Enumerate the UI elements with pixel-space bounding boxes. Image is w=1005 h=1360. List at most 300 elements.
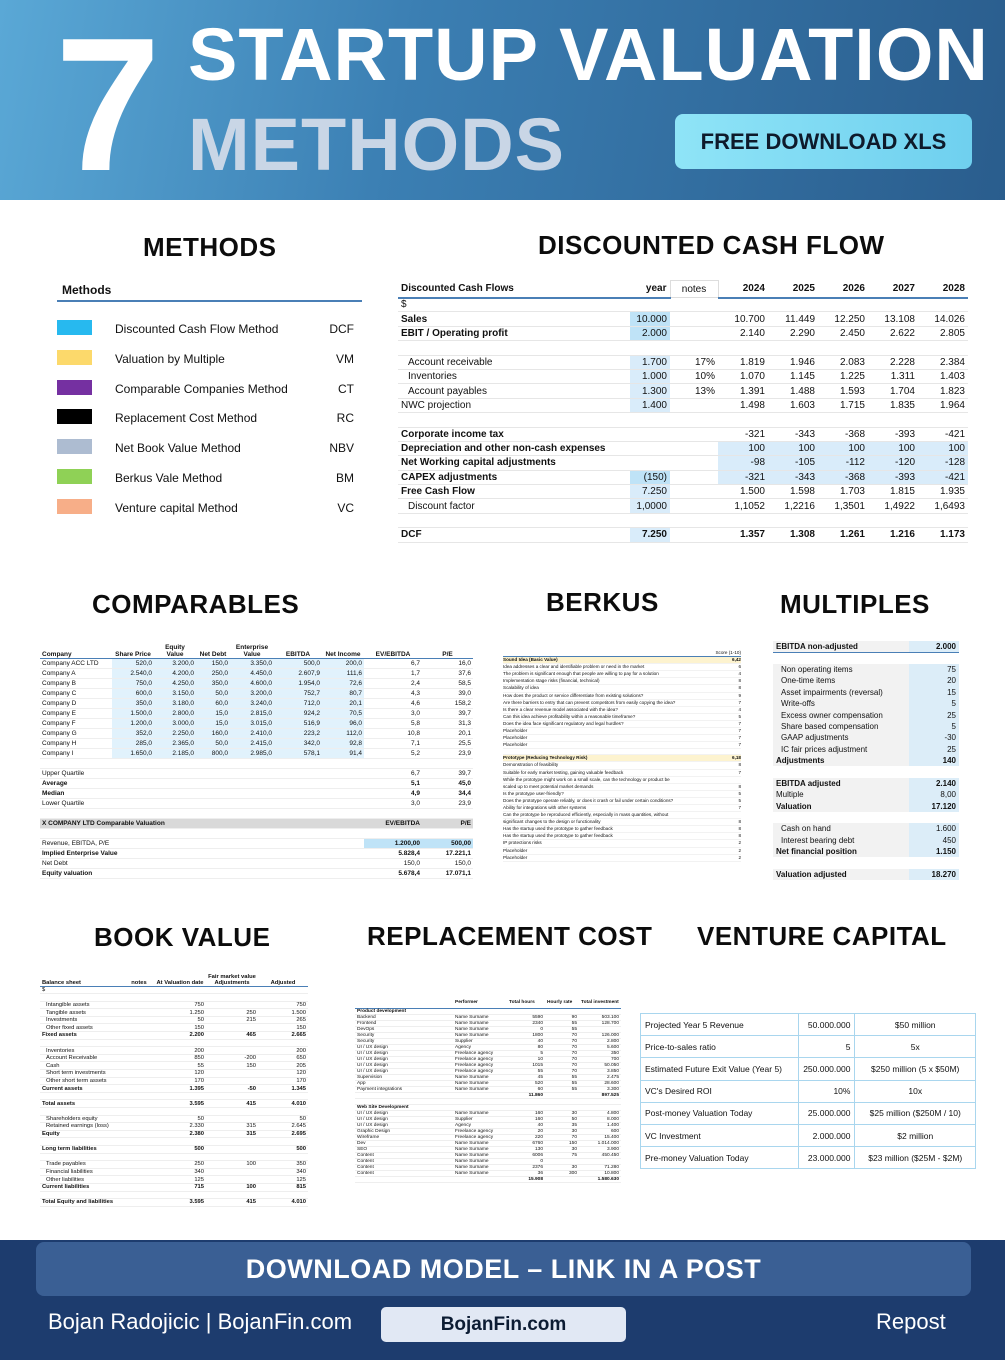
multiples-row [773, 800, 959, 811]
stat-ev-ebitda: 6,7 [364, 768, 422, 778]
comparables-cell: 285,0 [112, 738, 154, 748]
free-download-button[interactable]: FREE DOWNLOAD XLS [675, 114, 972, 169]
replacement-cost-cell: 2376 [507, 1164, 545, 1170]
comparables-cell: 31,3 [422, 718, 473, 728]
multiples-row [773, 652, 959, 663]
berkus-row [503, 833, 741, 840]
berkus-score: 7 [738, 742, 741, 748]
multiples-label [773, 652, 909, 663]
book-value-cell [206, 1115, 258, 1123]
vc-value: 5 [799, 1036, 855, 1058]
book-value-cell [124, 1009, 154, 1017]
comparables-row [40, 738, 473, 748]
replacement-cost-cell: Graphic Design [355, 1128, 453, 1134]
comparables-row [40, 678, 473, 688]
dcf-cell: -393 [868, 470, 918, 484]
berkus-row [503, 798, 741, 805]
comparables-cell: 1,7 [364, 668, 422, 678]
book-value-row [40, 1001, 308, 1009]
dcf-cell [918, 298, 968, 312]
dcf-cell: (150) [630, 470, 670, 484]
book-value-cell [40, 1092, 124, 1100]
multiples-row [773, 721, 959, 732]
multiples-row [773, 812, 959, 823]
comparables-cell: 1.954,0 [274, 678, 322, 688]
book-value-cell [154, 1108, 206, 1116]
comparables-header-cell: EV/EBITDA [364, 638, 422, 658]
replacement-cost-cell: Agency [453, 1122, 507, 1128]
berkus-row [503, 714, 741, 721]
dcf-cell: 10% [670, 369, 718, 383]
book-value-cell [40, 1039, 124, 1047]
comparables-title: COMPARABLES [92, 589, 300, 619]
comparables-cell: 111,6 [322, 668, 364, 678]
replacement-cost-cell: UI / UX design [355, 1056, 453, 1062]
comparables-cell: 15,0 [196, 708, 230, 718]
book-value-cell: Account Receivable [40, 1054, 124, 1062]
replacement-cost-cell: Dev [355, 1140, 453, 1146]
stat-pe: 23,9 [422, 798, 473, 808]
dcf-cell: -343 [768, 427, 818, 441]
vc-row [641, 1124, 976, 1146]
dcf-cell: 1.173 [918, 528, 968, 542]
dcf-row [398, 485, 968, 499]
vc-row [641, 1014, 976, 1036]
comparables-cell: 3.240,0 [230, 698, 274, 708]
valuation-pe: 17.071,1 [422, 868, 473, 878]
comparables-cell: 1.200,0 [112, 718, 154, 728]
replacement-cost-cell: 71.280 [579, 1164, 621, 1170]
vc-value: 23.000.000 [799, 1147, 855, 1169]
replacement-cost-cell: 3.300 [579, 1086, 621, 1092]
comparables-cell: 2.540,0 [112, 668, 154, 678]
book-value-cell: 4.010 [258, 1100, 308, 1108]
multiples-value [909, 652, 959, 663]
book-value-cell: 465 [206, 1032, 258, 1040]
dcf-cell [670, 441, 718, 455]
book-value-cell: 150 [154, 1024, 206, 1032]
book-value-cell [206, 1077, 258, 1085]
replacement-cost-cell: 20 [507, 1128, 545, 1134]
comparables-header-cell: P/E [422, 638, 473, 658]
author-credit: Bojan Radojicic | BojanFin.com [48, 1309, 353, 1334]
replacement-cost-cell: 55 [545, 1026, 579, 1032]
book-value-cell [206, 1153, 258, 1161]
dcf-cell: 12.250 [818, 312, 868, 326]
book-value-row [40, 1145, 308, 1153]
berkus-score: 5 [738, 713, 741, 719]
book-value-cell [154, 994, 206, 1002]
book-value-cell: 4.010 [258, 1199, 308, 1207]
method-code: VM [336, 351, 354, 366]
book-value-cell [154, 1039, 206, 1047]
dcf-row [398, 528, 968, 542]
replacement-cost-cell: 6006 [507, 1152, 545, 1158]
berkus-score: 5 [738, 797, 741, 803]
berkus-row [503, 819, 741, 826]
berkus-table [503, 650, 741, 862]
multiples-value: 1.150 [909, 846, 959, 857]
book-value-cell [258, 1191, 308, 1199]
comparables-row [40, 718, 473, 728]
comparables-cell: 5,2 [364, 748, 422, 758]
berkus-criterion: While the prototype might work on a small scale, can the technology or product be [503, 776, 670, 782]
replacement-cost-title: REPLACEMENT COST [367, 921, 653, 951]
book-value-cell [124, 986, 154, 994]
comparables-cell: 516,9 [274, 718, 322, 728]
multiples-value: 75 [909, 664, 959, 675]
comparables-cell: Company A [40, 668, 112, 678]
comparables-cell: 2.607,9 [274, 668, 322, 678]
replacement-cost-cell: Name Surname [453, 1086, 507, 1092]
dcf-cell: Depreciation and other non-cash expenses [398, 441, 630, 455]
comparables-cell: Company F [40, 718, 112, 728]
berkus-criterion: Are there barriers to entry that can prevent competitors from easily copying the idea? [503, 699, 676, 705]
comparables-cell: 39,7 [422, 708, 473, 718]
dcf-cell: $ [398, 298, 630, 312]
dcf-cell [670, 427, 718, 441]
comparables-cell: 23,9 [422, 748, 473, 758]
book-value-cell [124, 1077, 154, 1085]
berkus-row [503, 770, 741, 777]
vc-row [641, 1147, 976, 1169]
replacement-cost-cell: 450.450 [579, 1152, 621, 1158]
book-value-row [40, 1153, 308, 1161]
book-value-cell: Shareholders equity [40, 1115, 124, 1123]
replacement-cost-cell: Freelance agency [453, 1128, 507, 1134]
replacement-cost-cell: 15.908 [507, 1176, 545, 1182]
replacement-cost-cell: 70 [545, 1032, 579, 1038]
replacement-cost-cell: Frontend [355, 1020, 453, 1026]
comparables-cell: 750,0 [112, 678, 154, 688]
comparables-valuation-header [40, 818, 473, 828]
berkus-criterion: Placeholder [503, 735, 528, 741]
vc-description: $23 million ($25M - $2M) [855, 1147, 976, 1169]
multiples-value [909, 766, 959, 777]
book-value-cell [124, 1054, 154, 1062]
vc-label: Pre-money Valuation Today [641, 1147, 799, 1169]
book-value-cell: 55 [154, 1062, 206, 1070]
dcf-cell: -98 [718, 456, 768, 470]
multiples-row [773, 823, 959, 834]
multiples-label: Cash on hand [773, 823, 909, 834]
dcf-cell: 1.593 [818, 384, 868, 398]
book-value-cell: 2.665 [258, 1032, 308, 1040]
berkus-score: 7 [738, 720, 741, 726]
dcf-cell: 1.225 [818, 369, 868, 383]
replacement-cost-cell: 897.525 [579, 1092, 621, 1098]
vc-value: 250.000.000 [799, 1058, 855, 1080]
book-value-cell [206, 1191, 258, 1199]
book-value-cell: 1.250 [154, 1009, 206, 1017]
vc-row [641, 1036, 976, 1058]
vc-label: Price-to-sales ratio [641, 1036, 799, 1058]
multiples-value: 18.270 [909, 869, 959, 880]
comparables-row [40, 668, 473, 678]
berkus-criterion: Placeholder [503, 728, 528, 734]
comparables-stat-row [40, 768, 473, 778]
dcf-cell [630, 441, 670, 455]
dcf-cell: Net Working capital adjustments [398, 456, 630, 470]
dcf-header-cell: 2025 [768, 281, 818, 298]
replacement-cost-cell: UI / UX design [355, 1050, 453, 1056]
dcf-cell: 2.290 [768, 326, 818, 340]
comparables-header-cell: Enterprise Value [230, 638, 274, 658]
dcf-cell: 1.715 [818, 398, 868, 412]
dcf-row [398, 441, 968, 455]
replacement-cost-cell: 2.800 [579, 1038, 621, 1044]
book-value-row [40, 1070, 308, 1078]
multiples-label [773, 857, 909, 868]
berkus-title: BERKUS [546, 587, 659, 617]
replacement-cost-cell: 10 [507, 1056, 545, 1062]
book-value-cell [40, 1108, 124, 1116]
multiples-row [773, 744, 959, 755]
book-value-cell [206, 1092, 258, 1100]
dcf-cell: 1.935 [918, 485, 968, 499]
vc-description: $25 million ($250M / 10) [855, 1102, 976, 1124]
methods-legend [57, 280, 362, 515]
berkus-score: 8 [738, 819, 741, 825]
replacement-cost-cell: Freelance agency [453, 1056, 507, 1062]
berkus-criterion: IP protections risks [503, 840, 542, 846]
comparables-cell: Company ACC LTD [40, 658, 112, 668]
berkus-score: 2 [738, 854, 741, 860]
book-value-cell: Current assets [40, 1085, 124, 1093]
dcf-cell: Discount factor [398, 499, 630, 513]
multiples-label: Multiple [773, 789, 909, 800]
multiples-value: 2.140 [909, 778, 959, 789]
title-line-2: METHODS [188, 103, 565, 186]
multiples-row [773, 789, 959, 800]
berkus-score: 6,18 [732, 755, 741, 761]
book-value-cell: $ [40, 986, 124, 994]
spacer-row [40, 828, 473, 838]
dcf-cell: 100 [868, 441, 918, 455]
replacement-cost-cell: 1800 [507, 1032, 545, 1038]
berkus-row [503, 657, 741, 664]
book-value-cell: Equity [40, 1130, 124, 1138]
dcf-cell [670, 485, 718, 499]
book-value-cell [124, 1070, 154, 1078]
replacement-cost-cell: Content [355, 1164, 453, 1170]
berkus-score: 6 [738, 664, 741, 670]
dcf-cell: -128 [918, 456, 968, 470]
replacement-cost-cell: 55 [545, 1080, 579, 1086]
comparables-cell: 25,5 [422, 738, 473, 748]
book-value-cell [258, 1153, 308, 1161]
comparables-stat-row [40, 778, 473, 788]
dcf-cell: 1.964 [918, 398, 968, 412]
venture-capital-table [640, 1013, 976, 1169]
berkus-row [503, 805, 741, 812]
multiples-label: Net financial position [773, 846, 909, 857]
replacement-cost-cell: DevOps [355, 1026, 453, 1032]
berkus-criterion: Does the idea face significant regulatory and legal hurdles? [503, 720, 624, 726]
book-value-cell: 315 [206, 1123, 258, 1131]
book-value-row [40, 1138, 308, 1146]
book-value-cell [124, 994, 154, 1002]
dcf-header-cell: Discounted Cash Flows [398, 281, 630, 298]
multiples-value: 15 [909, 687, 959, 698]
multiples-row [773, 698, 959, 709]
replacement-cost-cell: 1.014.000 [579, 1140, 621, 1146]
comparables-cell: 342,0 [274, 738, 322, 748]
dcf-cell [718, 413, 768, 427]
replacement-cost-cell: 160 [507, 1110, 545, 1116]
methods-legend-header: Methods [57, 280, 362, 302]
berkus-row [503, 791, 741, 798]
comparables-cell: 3,0 [364, 708, 422, 718]
berkus-criterion: Has the startup used the prototype to gather feedback [503, 826, 613, 832]
replacement-cost-cell: Payment integrations [355, 1086, 453, 1092]
dcf-cell: 13% [670, 384, 718, 398]
book-value-cell [124, 1199, 154, 1207]
book-value-cell: Other short term assets [40, 1077, 124, 1085]
berkus-criterion: Has the startup used the prototype to gather feedback [503, 833, 613, 839]
replacement-cost-cell: 30 [545, 1128, 579, 1134]
book-value-cell [124, 1183, 154, 1191]
dcf-table [398, 280, 968, 543]
replacement-cost-cell: Wireframe [355, 1134, 453, 1140]
dcf-cell [670, 341, 718, 355]
replacement-cost-cell: Security [355, 1038, 453, 1044]
replacement-cost-cell: Security [355, 1032, 453, 1038]
dcf-cell: 1.357 [718, 528, 768, 542]
dcf-cell: Corporate income tax [398, 427, 630, 441]
replacement-cost-cell: 70 [545, 1056, 579, 1062]
book-value-row [40, 994, 308, 1002]
multiples-row [773, 664, 959, 675]
comparables-cell: 50,0 [196, 688, 230, 698]
multiples-value [909, 812, 959, 823]
book-value-cell: 170 [258, 1077, 308, 1085]
valuation-label: Net Debt [40, 858, 364, 868]
comparables-cell: 352,0 [112, 728, 154, 738]
comparables-cell: 70,5 [322, 708, 364, 718]
book-value-row [40, 1024, 308, 1032]
dcf-cell [818, 413, 868, 427]
book-value-cell [154, 1191, 206, 1199]
method-item [57, 391, 362, 426]
multiples-value: 140 [909, 755, 959, 766]
download-model-banner[interactable]: DOWNLOAD MODEL – LINK IN A POST [36, 1242, 971, 1296]
book-value-cell [124, 1191, 154, 1199]
berkus-row [503, 735, 741, 742]
berkus-score: 8 [738, 678, 741, 684]
dcf-cell: 1.403 [918, 369, 968, 383]
dcf-cell: 1.145 [768, 369, 818, 383]
repost-link[interactable]: Repost [876, 1309, 946, 1334]
replacement-cost-cell: 30 [545, 1164, 579, 1170]
method-item [57, 481, 362, 515]
book-value-cell [154, 1138, 206, 1146]
replacement-cost-cell: 50.050 [579, 1062, 621, 1068]
dcf-row [398, 427, 968, 441]
book-value-cell: 3.595 [154, 1100, 206, 1108]
comparables-valuation-row [40, 838, 473, 848]
book-value-cell [206, 1168, 258, 1176]
title-line-1: STARTUP VALUATION [188, 13, 989, 96]
book-value-cell: 750 [258, 1001, 308, 1009]
dcf-cell: 100 [718, 441, 768, 455]
comparables-cell: 4.250,0 [154, 678, 196, 688]
replacement-cost-cell: Supervision [355, 1074, 453, 1080]
replacement-cost-cell: 600 [579, 1128, 621, 1134]
replacement-cost-cell: Name Surname [453, 1170, 507, 1176]
dcf-cell: 1.815 [868, 485, 918, 499]
comparables-cell: 1.500,0 [112, 708, 154, 718]
book-value-cell: 100 [206, 1161, 258, 1169]
book-value-cell [206, 1039, 258, 1047]
replacement-cost-cell: 55 [507, 1068, 545, 1074]
valuation-label: Equity valuation [40, 868, 364, 878]
comparables-cell: Company B [40, 678, 112, 688]
comparables-cell: 50,0 [196, 738, 230, 748]
berkus-score: 8 [738, 685, 741, 691]
multiples-row [773, 846, 959, 857]
book-value-cell [206, 1047, 258, 1055]
replacement-cost-cell: 55 [545, 1020, 579, 1026]
book-value-row [40, 986, 308, 994]
dcf-cell [768, 513, 818, 527]
stat-label: Average [40, 778, 364, 788]
dcf-title: DISCOUNTED CASH FLOW [538, 230, 885, 260]
valuation-header-pe: P/E [422, 818, 473, 828]
spacer-cell [40, 828, 473, 838]
method-code: BM [336, 470, 354, 485]
comparables-cell: 3.200,0 [230, 688, 274, 698]
multiples-row [773, 766, 959, 777]
berkus-criterion: Demonstration of feasibility [503, 762, 559, 768]
book-value-cell [206, 1108, 258, 1116]
valuation-ev: 5.678,4 [364, 868, 422, 878]
book-value-cell: 1.500 [258, 1009, 308, 1017]
multiples-value: -30 [909, 732, 959, 743]
dcf-cell: -421 [918, 470, 968, 484]
dcf-cell: -321 [718, 427, 768, 441]
book-value-cell: 315 [206, 1130, 258, 1138]
book-value-cell [40, 1138, 124, 1146]
dcf-cell: 14.026 [918, 312, 968, 326]
book-value-cell [206, 994, 258, 1002]
berkus-score: 8 [738, 762, 741, 768]
dcf-cell [670, 456, 718, 470]
comparables-cell: 2.415,0 [230, 738, 274, 748]
berkus-row [503, 685, 741, 692]
berkus-score: 8 [738, 826, 741, 832]
book-value-cell [154, 1153, 206, 1161]
comparables-cell: 4.450,0 [230, 668, 274, 678]
book-value-cell [258, 986, 308, 994]
comparables-cell: 3.150,0 [154, 688, 196, 698]
book-value-cell: Cash [40, 1062, 124, 1070]
replacement-cost-cell: Freelance agency [453, 1068, 507, 1074]
book-value-cell [154, 986, 206, 994]
book-value-cell: 150 [258, 1024, 308, 1032]
book-value-cell: 215 [206, 1016, 258, 1024]
dcf-cell: DCF [398, 528, 630, 542]
book-value-cell [124, 1016, 154, 1024]
site-link-button[interactable]: BojanFin.com [381, 1307, 626, 1342]
stat-ev-ebitda: 3,0 [364, 798, 422, 808]
method-item [57, 451, 362, 485]
berkus-row [503, 664, 741, 671]
replacement-cost-cell [355, 1176, 453, 1182]
book-value-cell: Total Equity and liabilities [40, 1199, 124, 1207]
book-value-cell: 205 [258, 1062, 308, 1070]
dcf-cell: 100 [918, 441, 968, 455]
